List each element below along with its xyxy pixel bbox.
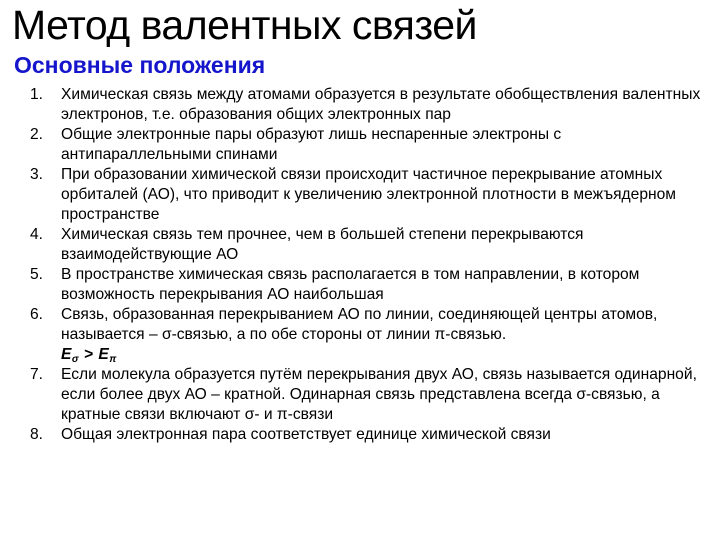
list-item-text: При образовании химической связи происходит частичное перекрывание атомных орбиталей (АО), что приводит к увеличению электронной плотности в межъядерном пространстве [61,166,677,223]
list-item-text: Связь, образованная перекрыванием АО по линии, соединяющей центры атомов, называется – σ-связью, а по обе стороны от линии π-связью. [61,306,658,343]
list-item-number: 7. [30,366,44,383]
list-item-text: Общая электронная пара соответствует единице химической связи [61,426,551,443]
list-item-number: 3. [30,166,44,183]
list-item-text: Химическая связь между атомами образуется в результате обобществления валентных электронов, т.е. образования общих электронных пар [61,86,701,123]
greater-than-operator: > [79,346,99,363]
list-item-text-part: включают σ- и π-связи [165,406,334,423]
energy-formula [61,345,708,365]
single-bond-highlight: Одинарная связь [289,386,416,403]
list-item-text-part: Если молекула образуется путём перекрывания двух АО, связь называется одинарной, если более двух АО – кратной. [61,366,697,403]
list-item [18,265,708,305]
list-item [18,165,708,225]
list-item-number: 2. [30,126,44,143]
energy-symbol: E [61,346,72,363]
slide-subtitle: Основные положения [14,52,266,78]
list-item-text: Общие электронные пары образуют лишь неспаренные электроны с антипараллельными спинами [61,126,562,163]
list-item-number: 8. [30,426,44,443]
principles-list [18,85,708,445]
multiple-bonds-highlight: кратные связи [61,406,166,423]
list-item [18,125,708,165]
slide-title: Метод валентных связей [12,2,477,48]
list-item-number: 6. [30,306,44,323]
sigma-subscript: σ [71,354,80,365]
list-item-text: Химическая связь тем прочнее, чем в большей степени перекрываются взаимодействующие АО [61,226,584,263]
list-item-number: 4. [30,226,44,243]
pi-subscript: π [109,354,117,365]
list-item [18,85,708,125]
list-item-text: В пространстве химическая связь располагается в том направлении, в котором возможность перекрывания АО наибольшая [61,266,640,303]
list-item [18,305,708,365]
list-item-number: 5. [30,266,44,283]
list-item [18,365,708,425]
list-item [18,225,708,265]
energy-symbol: E [98,346,110,363]
list-item-text [61,365,708,425]
list-item-number: 1. [30,86,44,103]
list-item [18,425,708,445]
list-item-text-part: представлена всегда σ-связью, а [415,386,660,403]
